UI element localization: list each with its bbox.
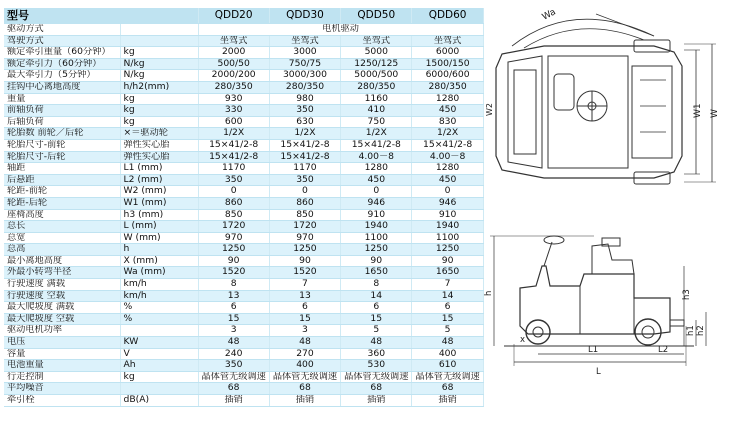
spec-value: 6 <box>341 302 412 314</box>
spec-unit: dB(A) <box>120 395 198 407</box>
spec-value: 280/350 <box>341 81 412 93</box>
spec-value: 1500/150 <box>412 58 483 70</box>
dim-label-w2: W2 <box>485 103 494 116</box>
spec-value: 3 <box>269 325 340 337</box>
spec-unit: W2 (mm) <box>120 186 198 198</box>
spec-label: 行驶速度 空载 <box>4 290 120 302</box>
spec-value: 600 <box>198 116 269 128</box>
spec-label: 总宽 <box>4 232 120 244</box>
spec-value: 插销 <box>412 395 483 407</box>
spec-row <box>4 81 483 93</box>
spec-row <box>4 35 483 47</box>
spec-row <box>4 174 483 186</box>
spec-value: 68 <box>269 383 340 395</box>
spec-value: 坐驾式 <box>341 35 412 47</box>
spec-unit <box>120 383 198 395</box>
spec-unit: V <box>120 348 198 360</box>
spec-label: 行走控制 <box>4 371 120 383</box>
spec-unit: 弹性实心胎 <box>120 139 198 151</box>
spec-row <box>4 151 483 163</box>
spec-value: 450 <box>412 105 483 117</box>
spec-unit <box>120 325 198 337</box>
spec-value: 1/2X <box>412 128 483 140</box>
spec-value: 360 <box>341 348 412 360</box>
spec-value: 插销 <box>198 395 269 407</box>
spec-value: 0 <box>341 186 412 198</box>
spec-value: 48 <box>412 337 483 349</box>
spec-label: 后悬距 <box>4 174 120 186</box>
dim-label-w1: W1 <box>693 103 703 118</box>
spec-unit: N/kg <box>120 70 198 82</box>
spec-value: 坐驾式 <box>198 35 269 47</box>
header-label: 型号 <box>4 8 198 24</box>
spec-row <box>4 302 483 314</box>
spec-value: 1650 <box>412 267 483 279</box>
spec-value: 1170 <box>198 163 269 175</box>
spec-value: 90 <box>198 255 269 267</box>
spec-label: 最大牵引力（5分钟） <box>4 70 120 82</box>
spec-value: 946 <box>341 197 412 209</box>
spec-value: 5000/500 <box>341 70 412 82</box>
dim-label-h2: h2 <box>696 325 706 336</box>
spec-value: 2000 <box>198 47 269 59</box>
spec-value: 280/350 <box>412 81 483 93</box>
spec-value: 15×41/2-8 <box>269 151 340 163</box>
spec-value: 280/350 <box>269 81 340 93</box>
spec-value: 90 <box>269 255 340 267</box>
dim-label-w: W <box>710 109 720 118</box>
spec-value: 2000/200 <box>198 70 269 82</box>
spec-value: 坐驾式 <box>269 35 340 47</box>
dim-label-h1: h1 <box>686 325 696 336</box>
spec-value: 350 <box>269 105 340 117</box>
model-header: QDD30 <box>269 8 340 24</box>
spec-unit: ×＝驱动轮 <box>120 128 198 140</box>
top-view-drawing <box>484 6 734 194</box>
spec-row <box>4 395 483 407</box>
spec-unit <box>120 35 198 47</box>
spec-unit: Wa (mm) <box>120 267 198 279</box>
spec-label: 行驶速度 满载 <box>4 279 120 291</box>
spec-value: 4.00－8 <box>341 151 412 163</box>
spec-label: 后轴负荷 <box>4 116 120 128</box>
header-row <box>4 8 483 24</box>
spec-row <box>4 255 483 267</box>
spec-unit: W (mm) <box>120 232 198 244</box>
spec-value: 1650 <box>341 267 412 279</box>
spec-value: 910 <box>412 209 483 221</box>
spec-label: 牵引栓 <box>4 395 120 407</box>
spec-value: 14 <box>341 290 412 302</box>
spec-value: 850 <box>269 209 340 221</box>
spec-table <box>4 8 484 407</box>
spec-row <box>4 70 483 82</box>
spec-value: 3 <box>198 325 269 337</box>
spec-unit: 弹性实心胎 <box>120 151 198 163</box>
spec-value: 48 <box>198 337 269 349</box>
spec-unit <box>120 24 198 36</box>
spec-value: 68 <box>341 383 412 395</box>
spec-value: 1280 <box>341 163 412 175</box>
spec-label: 最大爬坡度 满载 <box>4 302 120 314</box>
spec-value: 970 <box>198 232 269 244</box>
spec-value: 1170 <box>269 163 340 175</box>
dim-label-x: x <box>520 335 526 345</box>
spec-value: 980 <box>269 93 340 105</box>
spec-value: 630 <box>269 116 340 128</box>
model-header: QDD60 <box>412 8 483 24</box>
dim-label-h: h <box>484 290 494 296</box>
spec-unit: L (mm) <box>120 221 198 233</box>
spec-row <box>4 290 483 302</box>
spec-value: 6000 <box>412 47 483 59</box>
dim-label-l1: L1 <box>588 345 599 355</box>
spec-value: 15×41/2-8 <box>198 151 269 163</box>
spec-unit: kg <box>120 371 198 383</box>
spec-value: 6 <box>269 302 340 314</box>
spec-unit: h <box>120 244 198 256</box>
spec-label: 额定牵引力（60分钟） <box>4 58 120 70</box>
spec-value: 15 <box>198 313 269 325</box>
spec-value: 350 <box>198 174 269 186</box>
spec-unit: X (mm) <box>120 255 198 267</box>
spec-value: 1/2X <box>269 128 340 140</box>
spec-label: 容量 <box>4 348 120 360</box>
spec-value: 6000/600 <box>412 70 483 82</box>
spec-value: 68 <box>412 383 483 395</box>
spec-unit: kg <box>120 47 198 59</box>
spec-label: 挂钩中心离地高度 <box>4 81 120 93</box>
spec-value: 270 <box>269 348 340 360</box>
spec-value: 1/2X <box>341 128 412 140</box>
spec-row <box>4 383 483 395</box>
spec-value: 15×41/2-8 <box>341 139 412 151</box>
spec-value: 1280 <box>412 93 483 105</box>
spec-row <box>4 186 483 198</box>
spec-value: 970 <box>269 232 340 244</box>
spec-value: 6 <box>412 302 483 314</box>
spec-value: 280/350 <box>198 81 269 93</box>
spec-value: 860 <box>269 197 340 209</box>
spec-value: 8 <box>198 279 269 291</box>
spec-value: 7 <box>269 279 340 291</box>
spec-value: 830 <box>412 116 483 128</box>
spec-row <box>4 348 483 360</box>
spec-value: 8 <box>341 279 412 291</box>
spec-value: 晶体管无级调速 <box>198 371 269 383</box>
model-header: QDD20 <box>198 8 269 24</box>
spec-value: 400 <box>412 348 483 360</box>
dim-label-l: L <box>596 367 601 377</box>
spec-value: 750 <box>341 116 412 128</box>
spec-value: 48 <box>269 337 340 349</box>
side-view-drawing <box>484 216 734 396</box>
spec-label: 驱动电机功率 <box>4 325 120 337</box>
model-header: QDD50 <box>341 8 412 24</box>
spec-label: 最小离地高度 <box>4 255 120 267</box>
spec-label: 轴距 <box>4 163 120 175</box>
spec-value: 850 <box>198 209 269 221</box>
spec-label: 轮胎尺寸-后轮 <box>4 151 120 163</box>
spec-value: 15×41/2-8 <box>269 139 340 151</box>
spec-label: 电池重量 <box>4 360 120 372</box>
spec-value: 1940 <box>341 221 412 233</box>
spec-value: 15 <box>269 313 340 325</box>
spec-value: 1/2X <box>198 128 269 140</box>
dim-label-h3: h3 <box>682 289 692 300</box>
spec-unit: L2 (mm) <box>120 174 198 186</box>
spec-value: 400 <box>269 360 340 372</box>
spec-value: 90 <box>412 255 483 267</box>
spec-unit: % <box>120 313 198 325</box>
spec-value: 坐驾式 <box>412 35 483 47</box>
spec-value: 240 <box>198 348 269 360</box>
spec-value: 946 <box>412 197 483 209</box>
spec-value: 0 <box>269 186 340 198</box>
spec-label: 轮距-前轮 <box>4 186 120 198</box>
spec-value: 5 <box>341 325 412 337</box>
spec-row <box>4 105 483 117</box>
spec-label: 轮胎数 前轮／后轮 <box>4 128 120 140</box>
spec-value: 1100 <box>341 232 412 244</box>
spec-value: 1250 <box>341 244 412 256</box>
spec-row <box>4 197 483 209</box>
spec-value: 晶体管无级调速 <box>269 371 340 383</box>
spec-row <box>4 58 483 70</box>
spec-value: 4.00－8 <box>412 151 483 163</box>
spec-row <box>4 163 483 175</box>
spec-label: 额定牵引重量（60分钟） <box>4 47 120 59</box>
spec-unit: h3 (mm) <box>120 209 198 221</box>
spec-value: 330 <box>198 105 269 117</box>
spec-value: 860 <box>198 197 269 209</box>
spec-label: 驱动方式 <box>4 24 120 36</box>
spec-label: 外最小转弯半径 <box>4 267 120 279</box>
spec-row <box>4 232 483 244</box>
spec-value: 15 <box>412 313 483 325</box>
spec-label: 最大爬坡度 空载 <box>4 313 120 325</box>
dim-label-wa: Wa <box>540 7 558 23</box>
spec-value: 910 <box>341 209 412 221</box>
spec-value: 500/50 <box>198 58 269 70</box>
spec-value: 0 <box>198 186 269 198</box>
spec-value: 90 <box>341 255 412 267</box>
spec-row <box>4 279 483 291</box>
spec-label: 总长 <box>4 221 120 233</box>
spec-value: 1520 <box>198 267 269 279</box>
spec-value: 3000/300 <box>269 70 340 82</box>
spec-row <box>4 128 483 140</box>
spec-unit: % <box>120 302 198 314</box>
spec-label: 轮距-后轮 <box>4 197 120 209</box>
spec-unit: kg <box>120 105 198 117</box>
spec-label: 电压 <box>4 337 120 349</box>
spec-value: 晶体管无级调速 <box>412 371 483 383</box>
spec-row <box>4 267 483 279</box>
spec-row <box>4 209 483 221</box>
spec-value: 1160 <box>341 93 412 105</box>
spec-value: 610 <box>412 360 483 372</box>
spec-value: 1250 <box>198 244 269 256</box>
spec-value: 15 <box>341 313 412 325</box>
spec-value: 48 <box>341 337 412 349</box>
spec-label: 驾驶方式 <box>4 35 120 47</box>
spec-row <box>4 93 483 105</box>
spec-row <box>4 24 483 36</box>
spec-label: 前轴负荷 <box>4 105 120 117</box>
spec-label: 重量 <box>4 93 120 105</box>
spec-value: 450 <box>412 174 483 186</box>
spec-value: 1280 <box>412 163 483 175</box>
spec-unit: kg <box>120 116 198 128</box>
spec-value: 930 <box>198 93 269 105</box>
spec-row <box>4 313 483 325</box>
spec-unit: L1 (mm) <box>120 163 198 175</box>
spec-value: 5 <box>412 325 483 337</box>
spec-label: 平均噪音 <box>4 383 120 395</box>
spec-value: 450 <box>341 174 412 186</box>
spec-unit: Ah <box>120 360 198 372</box>
spec-row <box>4 47 483 59</box>
spec-value: 1250 <box>269 244 340 256</box>
spec-unit: N/kg <box>120 58 198 70</box>
spec-unit: KW <box>120 337 198 349</box>
spec-value: 1940 <box>412 221 483 233</box>
spec-value: 3000 <box>269 47 340 59</box>
spec-value: 5000 <box>341 47 412 59</box>
spec-label: 座椅高度 <box>4 209 120 221</box>
spec-unit: h/h2(mm) <box>120 81 198 93</box>
dim-label-l2: L2 <box>658 345 669 355</box>
spec-unit: kg <box>120 93 198 105</box>
spec-unit: km/h <box>120 290 198 302</box>
spec-value: 350 <box>198 360 269 372</box>
spec-row <box>4 325 483 337</box>
spec-value: 1100 <box>412 232 483 244</box>
spec-value: 15×41/2-8 <box>198 139 269 151</box>
spec-row <box>4 360 483 372</box>
spec-value: 750/75 <box>269 58 340 70</box>
spec-value: 410 <box>341 105 412 117</box>
spec-value: 0 <box>412 186 483 198</box>
spec-value: 13 <box>269 290 340 302</box>
spec-value: 插销 <box>269 395 340 407</box>
spec-label: 总高 <box>4 244 120 256</box>
spec-value: 1250/125 <box>341 58 412 70</box>
spec-row <box>4 139 483 151</box>
spec-row <box>4 244 483 256</box>
spec-value: 插销 <box>341 395 412 407</box>
spec-value: 530 <box>341 360 412 372</box>
spec-value: 350 <box>269 174 340 186</box>
spec-value: 晶体管无级调速 <box>341 371 412 383</box>
spec-value: 6 <box>198 302 269 314</box>
spec-value: 7 <box>412 279 483 291</box>
spec-value: 68 <box>198 383 269 395</box>
spec-value: 电机驱动 <box>198 24 483 36</box>
spec-value: 1720 <box>198 221 269 233</box>
spec-value: 1250 <box>412 244 483 256</box>
spec-table-body <box>4 8 483 406</box>
spec-unit: W1 (mm) <box>120 197 198 209</box>
spec-row <box>4 116 483 128</box>
spec-value: 15×41/2-8 <box>412 139 483 151</box>
spec-value: 14 <box>412 290 483 302</box>
spec-value: 1520 <box>269 267 340 279</box>
spec-value: 1720 <box>269 221 340 233</box>
spec-unit: km/h <box>120 279 198 291</box>
spec-row <box>4 221 483 233</box>
spec-value: 13 <box>198 290 269 302</box>
spec-row <box>4 371 483 383</box>
spec-label: 轮胎尺寸-前轮 <box>4 139 120 151</box>
spec-row <box>4 337 483 349</box>
